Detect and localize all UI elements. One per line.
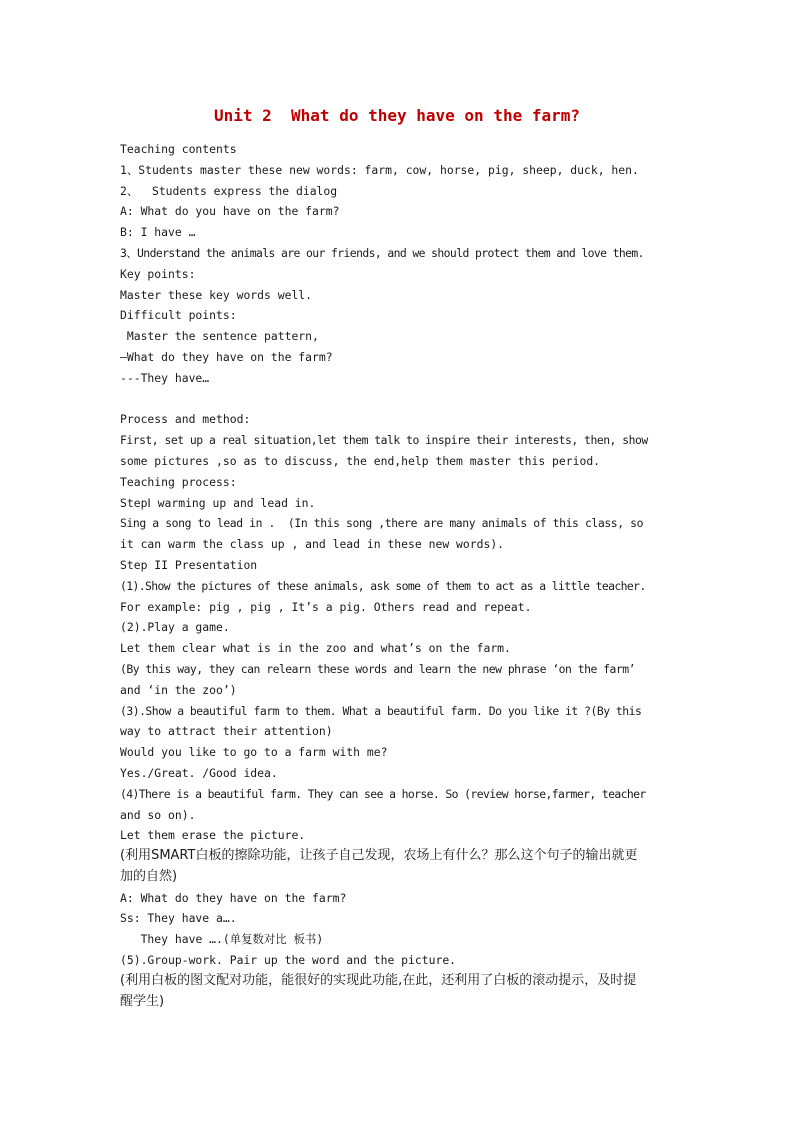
text-line: Let them clear what is in the zoo and what’s on the farm. xyxy=(120,641,511,656)
text-line: (利用SMART白板的擦除功能，让孩子自己发现，农场上有什么？那么这个句子的输出就更 xyxy=(120,848,638,864)
text-line: Teaching process: xyxy=(120,474,237,489)
text-line: A: What do they have on the farm? xyxy=(120,890,347,905)
text-line: way to attract their attention) xyxy=(120,724,333,739)
text-line: 1、Students master these new words: farm, cow, horse, pig, sheep, duck, hen. xyxy=(120,162,639,177)
text-line: For example: pig , pig , It’s a pig. Others read and repeat. xyxy=(120,599,532,614)
text-line: —What do they have on the farm? xyxy=(120,349,333,364)
text-line: StepⅠ warming up and lead in. xyxy=(120,495,316,510)
text-line: Step II Presentation xyxy=(120,557,258,572)
text-line: Master the sentence pattern, xyxy=(120,329,319,344)
text-line: (1).Show the pictures of these animals, ask some of them to act as a little teacher. xyxy=(120,578,646,593)
text-line: ---They have… xyxy=(120,370,210,385)
document-body xyxy=(120,139,680,1012)
text-line: it can warm the class up , and lead in these new words). xyxy=(120,537,505,552)
text-line: (利用白板的图文配对功能，能很好的实现此功能,在此，还利用了白板的滚动提示，及时提 xyxy=(120,972,637,988)
text-line: Yes./Great. /Good idea. xyxy=(120,765,278,780)
text-line: Sing a song to lead in . (In this song ,there are many animals of this class, so xyxy=(120,516,644,531)
text-line: 加的自然) xyxy=(120,868,178,884)
text-line: (5).Group-work. Pair up the word and the picture. xyxy=(120,953,457,968)
text-line: (3).Show a beautiful farm to them. What a beautiful farm. Do you like it ?(By this xyxy=(120,703,642,718)
text-line: Let them erase the picture. xyxy=(120,828,306,843)
text-line: Ss: They have a…. xyxy=(120,911,237,926)
text-line: Would you like to go to a farm with me? xyxy=(120,745,388,760)
document-title: Unit 2 What do they have on the farm? xyxy=(213,106,581,125)
text-line: B: I have … xyxy=(120,225,196,240)
text-line: Difficult points: xyxy=(120,308,237,323)
text-line: First, set up a real situation,let them talk to inspire their interests, then, show xyxy=(120,433,648,448)
text-line: Teaching contents xyxy=(120,142,237,156)
text-line: 2、 Students express the dialog xyxy=(120,183,338,198)
text-line: and ‘in the zoo’) xyxy=(120,682,237,697)
text-line: Master these key words well. xyxy=(120,287,313,302)
text-line: Process and method: xyxy=(120,412,251,427)
text-line: Key points: xyxy=(120,266,196,281)
text-line xyxy=(120,389,680,410)
text-line: They have ….(单复数对比 板书) xyxy=(120,932,324,947)
text-line: 3、Understand the animals are our friends, and we should protect them and love them. xyxy=(120,245,644,260)
text-line: (2).Play a game. xyxy=(120,620,230,635)
text-line: (By this way, they can relearn these words and learn the new phrase ‘on the farm’ xyxy=(120,661,635,676)
text-line: (4)There is a beautiful farm. They can see a horse. So (review horse,farmer, teacher xyxy=(120,786,646,801)
text-line: 醒学生) xyxy=(120,993,165,1009)
text-line: some pictures ,so as to discuss, the end,help them master this period. xyxy=(120,453,601,468)
text-line: and so on). xyxy=(120,807,196,822)
text-line: A: What do you have on the farm? xyxy=(120,204,340,219)
